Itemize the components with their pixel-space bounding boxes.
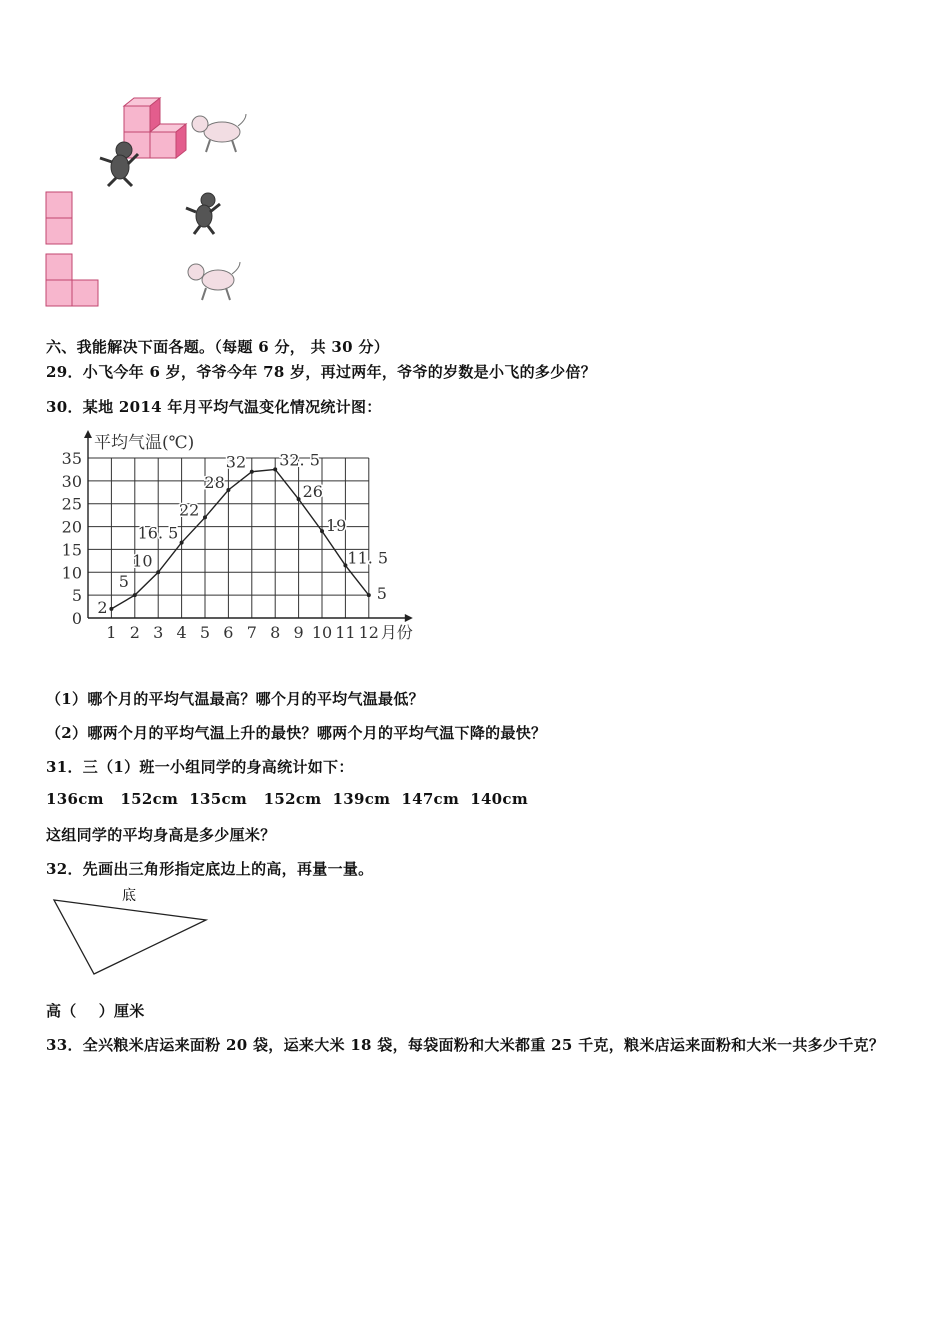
y-tick-label: 10 [61, 563, 82, 583]
data-label: 32. 5 [279, 450, 320, 470]
triangle-figure [48, 882, 218, 982]
y-axis-arrow [84, 430, 92, 438]
question-31-ask: 这组同学的平均身高是多少厘米？ [46, 826, 276, 844]
monkey-icon [186, 193, 220, 234]
data-label: 10 [132, 551, 153, 571]
y-tick-label: 15 [61, 540, 82, 560]
data-label: 11. 5 [347, 548, 389, 568]
data-point [297, 497, 301, 501]
x-tick-label: 11 [335, 623, 356, 642]
data-label: 26 [302, 482, 323, 502]
data-point [133, 593, 137, 597]
x-tick-label: 6 [223, 623, 234, 642]
data-label: 2 [97, 597, 108, 617]
data-point [109, 607, 113, 611]
views-illustration [40, 92, 260, 312]
x-tick-label: 5 [199, 623, 211, 642]
y-tick-label: 30 [61, 471, 82, 491]
x-tick-label: 3 [153, 623, 164, 642]
data-label: 16. 5 [137, 523, 179, 543]
x-tick-label: 4 [176, 623, 187, 642]
data-point [320, 529, 324, 533]
x-tick-label: 10 [311, 623, 333, 642]
y-tick-label: 0 [71, 609, 82, 628]
y-tick-label: 20 [61, 517, 82, 537]
question-30-part-2: （2）哪两个月的平均气温上升的最快？哪两个月的平均气温下降的最快？ [46, 724, 547, 742]
question-30-part-1: （1）哪个月的平均气温最高？哪个月的平均气温最低？ [46, 690, 424, 708]
question-32: 32．先画出三角形指定底边上的高，再量一量。 [46, 860, 374, 878]
x-axis-arrow [405, 614, 413, 622]
temperature-line-chart [50, 424, 450, 654]
x-tick-label: 8 [270, 623, 281, 642]
section-heading: 六、我能解决下面各题。（每题 6 分， 共 30 分） [46, 338, 390, 356]
x-tick-label: 12 [358, 623, 379, 642]
y-tick-label: 25 [61, 494, 82, 514]
data-point [180, 541, 184, 545]
view-option-b [46, 254, 98, 306]
view-option-a [46, 192, 72, 244]
data-label: 5 [118, 572, 129, 592]
data-label: 32 [225, 452, 247, 472]
triangle [54, 900, 206, 974]
x-axis-label: 月份 [380, 623, 413, 642]
monkey-icon [100, 142, 138, 186]
data-point [250, 470, 254, 474]
question-29: 29．小飞今年 6 岁，爷爷今年 78 岁，再过两年，爷爷的岁数是小飞的多少倍？ [46, 363, 597, 381]
x-tick-label: 9 [293, 623, 304, 642]
triangle-base-label: 底 [122, 888, 136, 904]
question-30: 30．某地 2014 年月平均气温变化情况统计图： [46, 398, 382, 416]
x-tick-label: 7 [246, 623, 257, 642]
data-label: 19 [326, 516, 347, 536]
question-32-answer: 高（ ）厘米 [46, 1002, 145, 1020]
question-33: 33．全兴粮米店运来面粉 20 袋，运来大米 18 袋，每袋面粉和大米都重 25 千克，粮米店运来面粉和大米一共多少千克？ [46, 1036, 885, 1054]
data-point [156, 570, 160, 574]
data-point [203, 515, 207, 519]
cube-stack [124, 98, 186, 158]
data-point [226, 488, 230, 492]
data-label: 5 [376, 584, 387, 604]
y-tick-label: 35 [61, 449, 82, 468]
dog-icon [192, 114, 246, 152]
data-label: 28 [204, 473, 225, 492]
data-point [273, 467, 277, 471]
data-label: 22 [179, 500, 200, 520]
data-point [367, 593, 371, 597]
height-data: 136cm 152cm 135cm 152cm 139cm 147cm 140cm [46, 790, 529, 808]
x-tick-label: 2 [129, 623, 140, 642]
question-31: 31．三（1）班一小组同学的身高统计如下： [46, 758, 354, 776]
dog-icon [188, 262, 240, 300]
y-tick-label: 5 [71, 586, 82, 606]
chart-title: 平均气温(℃) [94, 433, 195, 453]
x-tick-label: 1 [106, 623, 117, 642]
